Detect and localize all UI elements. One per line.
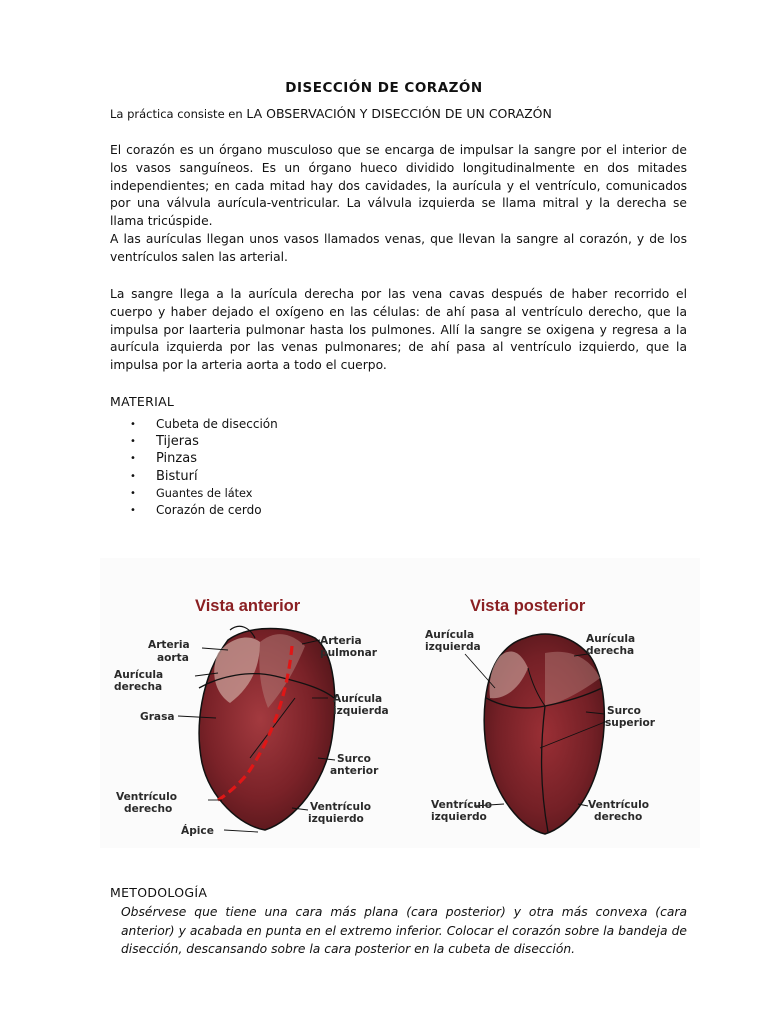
intro-prefix: La práctica consiste en	[110, 107, 247, 121]
label-auricula-derecha-2: derecha	[114, 681, 163, 693]
label-ventriculo-derecho-post-2: derecho	[594, 811, 643, 823]
label-auricula-izquierda-post: Aurícula	[425, 629, 475, 641]
label-ventriculo-derecho: Ventrículo	[116, 791, 177, 803]
label-arteria-pulmonar-2: pulmonar	[320, 647, 377, 659]
material-item: • Tijeras	[130, 433, 278, 450]
posterior-view-title: Vista posterior	[470, 597, 586, 615]
material-item: • Guantes de látex	[130, 485, 278, 502]
intro-line	[110, 106, 710, 121]
intro-emphasis: LA OBSERVACIÓN Y DISECCIÓN DE UN CORAZÓN	[246, 106, 552, 121]
label-ventriculo-izquierdo-post: Ventrículo	[431, 799, 492, 811]
label-ventriculo-derecho-2: derecho	[124, 803, 173, 815]
label-auricula-derecha-post-2: derecha	[586, 645, 635, 657]
paragraph-1-text: El corazón es un órgano musculoso que se encarga de impulsar la sangre por el interior de los vasos sanguíneos. Es un órgano hueco dividido longitudinalmente en dos mitades independientes; en cada mitad hay dos cavidades, la aurícula y el ventrículo, comunicados por una válvula aurícula-ventricular. La válvula izquierda se llama mitral y la derecha se llama tricúspide.	[110, 143, 687, 229]
paragraph-heart-description	[110, 142, 687, 267]
label-arteria-pulmonar: Arteria	[320, 635, 362, 647]
label-auricula-derecha: Aurícula	[114, 669, 164, 681]
label-arteria-aorta-2: aorta	[157, 652, 189, 664]
label-apice: Ápice	[181, 825, 214, 837]
material-item: • Cubeta de disección	[130, 416, 278, 433]
label-auricula-izquierda: Aurícula	[333, 693, 383, 705]
label-ventriculo-izquierdo-2: izquierdo	[308, 813, 364, 825]
label-ventriculo-izquierdo-post-2: izquierdo	[431, 811, 487, 823]
label-surco-anterior: Surco	[337, 753, 371, 765]
paragraph-1b-text: A las aurículas llegan unos vasos llamados venas, que llevan la sangre al corazón, y de los ventrículos salen las arterial.	[110, 231, 687, 264]
document-title: DISECCIÓN DE CORAZÓN	[285, 80, 483, 96]
label-ventriculo-izquierdo: Ventrículo	[310, 801, 371, 813]
heart-diagram	[100, 558, 700, 848]
material-heading: MATERIAL	[110, 394, 175, 409]
material-item: • Pinzas	[130, 450, 278, 467]
material-item: • Corazón de cerdo	[130, 502, 278, 519]
label-auricula-derecha-post: Aurícula	[586, 633, 636, 645]
material-item: • Bisturí	[130, 468, 278, 485]
label-auricula-izquierda-post-2: izquierda	[425, 641, 481, 653]
label-surco-superior-2: superior	[605, 717, 655, 729]
heart-anatomy-figure	[100, 558, 700, 848]
metodologia-text: Obsérvese que tiene una cara más plana (cara posterior) y otra más convexa (cara anterior) y acabada en punta en el extremo inferior. Colocar el corazón sobre la bandeja de disección, descansando sobre la cara posterior en la cubeta de disección.	[121, 905, 687, 956]
label-arteria-aorta: Arteria	[148, 639, 190, 651]
material-list	[130, 416, 278, 519]
label-surco-anterior-2: anterior	[330, 765, 379, 777]
label-surco-superior: Surco	[607, 705, 641, 717]
label-ventriculo-derecho-post: Ventrículo	[588, 799, 649, 811]
label-grasa: Grasa	[140, 711, 175, 723]
anterior-view-title: Vista anterior	[195, 597, 301, 615]
label-auricula-izquierda-2: izquierda	[333, 705, 389, 717]
paragraph-circulation: La sangre llega a la aurícula derecha por las vena cavas después de haber recorrido el cuerpo y haber dejado el oxígeno en las células: de ahí pasa al ventrículo derecho, que la impulsa por laarteria pulmonar hasta los pulmones. Allí la sangre se oxigena y regresa a la aurícula izquierda por las venas pulmonares; de ahí pasa al ventrículo izquierdo, que la impulsa por la arteria aorta a todo el cuerpo.	[110, 287, 687, 373]
metodologia-heading: METODOLOGÍA	[110, 885, 208, 900]
